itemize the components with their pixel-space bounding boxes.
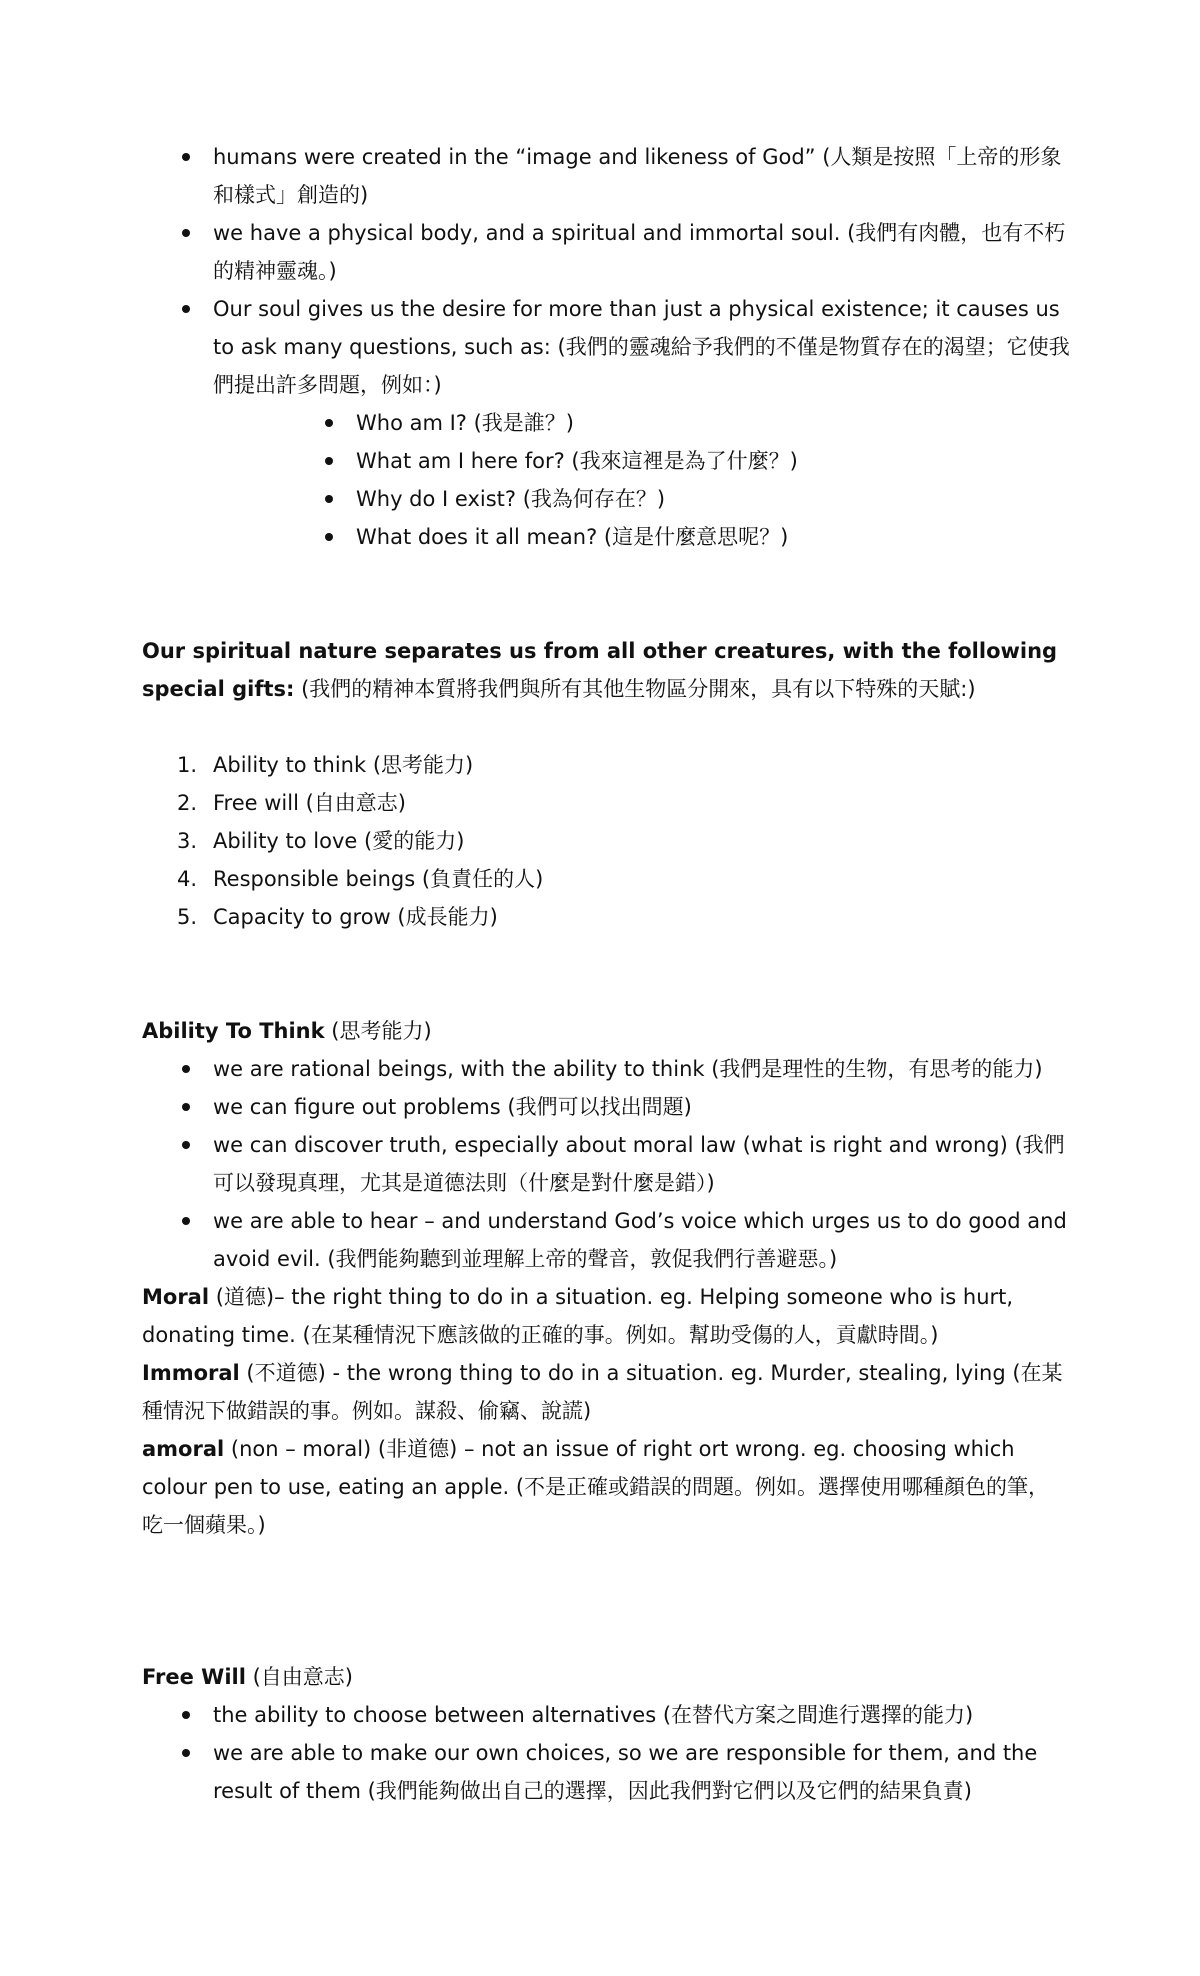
- list-item-text: Ability to think (思考能力): [213, 753, 474, 777]
- list-item: humans were created in the “image and likeness of God” (人類是按照「上帝的形象和樣式」創造的): [142, 138, 1070, 214]
- list-item: [142, 784, 1070, 822]
- question-list: [213, 404, 1070, 556]
- question-item: What does it all mean? (這是什麼意思呢？): [213, 518, 1070, 556]
- think-bullet-list: [142, 1050, 1070, 1278]
- list-item: we can figure out problems (我們可以找出問題): [142, 1088, 1070, 1126]
- list-item: we can discover truth, especially about moral law (what is right and wrong) (我們可以發現真理，尤其是道德法則（什麼是對什麼是錯）): [142, 1126, 1070, 1202]
- list-number: 4.: [177, 867, 198, 891]
- question-item: What am I here for? (我來這裡是為了什麼？): [213, 442, 1070, 480]
- list-number: 3.: [177, 829, 198, 853]
- list-item-text: Capacity to grow (成長能力): [213, 905, 498, 929]
- heading-bold: Ability To Think: [142, 1019, 325, 1043]
- gifts-list: [142, 746, 1070, 936]
- gifts-intro-zh: (我們的精神本質將我們與所有其他生物區分開來，具有以下特殊的天賦:): [294, 677, 976, 701]
- list-number: 5.: [177, 905, 198, 929]
- list-item: we have a physical body, and a spiritual and immortal soul. (我們有肉體，也有不朽的精神靈魂。): [142, 214, 1070, 290]
- question-item: Who am I? (我是誰？): [213, 404, 1070, 442]
- list-item-text: Free will (自由意志): [213, 791, 406, 815]
- heading-zh: (思考能力): [324, 1019, 432, 1043]
- question-item: Why do I exist? (我為何存在？): [213, 480, 1070, 518]
- definition-text: (道德)– the right thing to do in a situation. eg. Helping someone who is hurt, donating time. (在某種情況下應該做的正確的事。例如。幫助受傷的人，貢獻時間。): [142, 1285, 1014, 1347]
- term-amoral: amoral: [142, 1437, 225, 1461]
- heading-zh: (自由意志): [245, 1665, 353, 1689]
- intro-bullet-list: [142, 138, 1070, 556]
- list-item: we are able to make our own choices, so we are responsible for them, and the result of them (我們能夠做出自己的選擇，因此我們對它們以及它們的結果負責): [142, 1734, 1070, 1810]
- gifts-intro-paragraph: [142, 632, 1070, 708]
- list-item: the ability to choose between alternatives (在替代方案之間進行選擇的能力): [142, 1696, 1070, 1734]
- list-item-text: Ability to love (愛的能力): [213, 829, 465, 853]
- list-item: [142, 898, 1070, 936]
- gifts-intro-bold: Our spiritual nature separates us from all other creatures, with the following special gifts:: [142, 639, 1058, 701]
- section-heading-free-will: [142, 1658, 1070, 1696]
- definition-text: (不道德) - the wrong thing to do in a situation. eg. Murder, stealing, lying (在某種情況下做錯誤的事。例如。謀殺、偷竊、說謊): [142, 1361, 1063, 1423]
- heading-bold: Free Will: [142, 1665, 246, 1689]
- list-item: [142, 746, 1070, 784]
- list-number: 1.: [177, 753, 198, 777]
- free-will-bullet-list: [142, 1696, 1070, 1810]
- list-item: [142, 822, 1070, 860]
- list-item: [142, 290, 1070, 556]
- list-item: [142, 860, 1070, 898]
- term-immoral: Immoral: [142, 1361, 240, 1385]
- definition-amoral: [142, 1430, 1070, 1544]
- definition-immoral: [142, 1354, 1070, 1430]
- list-item-text: Our soul gives us the desire for more than just a physical existence; it causes us to ask many questions, such as: (我們的靈魂給予我們的不僅是物質存在的渴望；它使我們提出許多問題，例如：): [213, 297, 1070, 397]
- definition-moral: [142, 1278, 1070, 1354]
- list-item-text: Responsible beings (負責任的人): [213, 867, 544, 891]
- term-moral: Moral: [142, 1285, 210, 1309]
- list-item: we are able to hear – and understand God’s voice which urges us to do good and avoid evil. (我們能夠聽到並理解上帝的聲音，敦促我們行善避惡。): [142, 1202, 1070, 1278]
- list-number: 2.: [177, 791, 198, 815]
- section-heading-think: [142, 1012, 1070, 1050]
- definition-text: (non – moral) (非道德) – not an issue of right ort wrong. eg. choosing which colour pen to use, eating an apple. (不是正確或錯誤的問題。例如。選擇使用哪種顏色的筆，吃一個蘋果。): [142, 1437, 1050, 1537]
- list-item: we are rational beings, with the ability to think (我們是理性的生物，有思考的能力): [142, 1050, 1070, 1088]
